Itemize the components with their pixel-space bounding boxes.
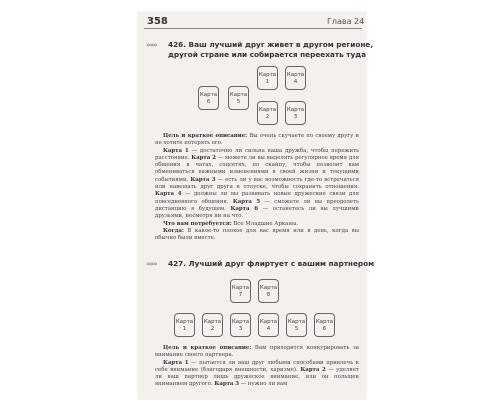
spread-card [228, 86, 249, 110]
spread-card [286, 313, 307, 337]
card-ref: Карта 1 [163, 147, 189, 154]
card-label: Карта 5 [229, 92, 248, 105]
need-paragraph [155, 221, 359, 228]
card-ref: Карта 3 [190, 176, 216, 183]
section-427-body [155, 345, 359, 389]
when-paragraph [155, 228, 359, 243]
card-label: Карта 2 [203, 319, 222, 332]
card-desc: — можете ли вы выделять регулярное время для общения в чатах, соцсетях, по скайпу, чтобы позволит вам обмениваться важными изменениями в своей жизни и текущими событиями. [155, 154, 359, 183]
goal-label: Цель и краткое описание: [163, 133, 248, 139]
card-ref: Карта 2 [300, 366, 326, 373]
card-ref: Карта 5 [232, 198, 261, 205]
page-number: 358 [147, 16, 168, 27]
spread-card [257, 66, 278, 90]
header-rule [144, 28, 362, 29]
card-desc: — нужно ли вам [239, 381, 288, 388]
goal-text: Вам приходится конкурировать за внимание своего партнера. [155, 345, 359, 359]
spread-card [285, 66, 306, 90]
need-label: Что вам потребуется: [163, 220, 232, 227]
card-label: Карта 1 [175, 319, 194, 332]
card-label: Карта 2 [258, 107, 277, 120]
need-text: Все Младшие Арканы. [231, 220, 298, 227]
goal-paragraph [155, 133, 359, 148]
card-desc: — достаточно ли сильна ваша дружба, чтобы пережить расстояние. [155, 147, 359, 161]
card-desc: — есть ли у вас возможность где-то встречаться или навещать друг друга в отпуске, чтобы сохранить отношения. [155, 176, 359, 191]
card-label: Карта 3 [231, 319, 250, 332]
card-label: Карта 3 [286, 107, 305, 120]
card-desc: — пытается ли ваш друг любыми способами привлечь к себе внимание (благодаря внешности, харизме). [155, 359, 359, 373]
spread-card [258, 279, 279, 303]
section-426-title-line1: 426. Ваш лучший друг живет в другом регионе, [168, 40, 374, 49]
card-label: Карта 4 [286, 72, 305, 85]
card-ref: Карта 2 [191, 154, 216, 161]
goal-label: Цель и краткое описание: [163, 345, 252, 351]
double-chevron-icon: »»» [146, 41, 157, 49]
chapter-title: Глава 24 [327, 17, 365, 26]
double-chevron-icon: »»» [146, 260, 157, 268]
cards-paragraph [155, 148, 359, 221]
cards-paragraph [155, 360, 359, 389]
section-426-body [155, 133, 359, 242]
card-ref: Карта 1 [163, 359, 189, 366]
spread-card [257, 101, 278, 125]
card-label: Карта 6 [315, 319, 334, 332]
card-desc: — уделяет ли ваш партнер лишь дружеское внимание, или он польщен вниманием другого. [155, 366, 359, 388]
card-label: Карта 1 [258, 72, 277, 85]
card-desc: — останетесь ли вы лучшими друзьями, несмотря ни на что. [155, 205, 359, 220]
goal-paragraph [155, 345, 359, 360]
spread-card [198, 86, 219, 110]
when-text: В какое-то плохое для вас время или в день, когда вы обычно были вместе. [155, 227, 359, 242]
card-label: Карта 5 [287, 319, 306, 332]
goal-text: Вы очень скучаете по своему другу и не хотите потерять его. [155, 133, 359, 147]
card-label: Карта 7 [231, 285, 250, 298]
spread-card [174, 313, 195, 337]
card-ref: Карта 6 [230, 205, 259, 212]
spread-card [202, 313, 223, 337]
spread-card [230, 279, 251, 303]
card-ref: Карта 3 [214, 381, 240, 388]
spread-card [230, 313, 251, 337]
when-label: Когда: [163, 227, 184, 234]
card-label: Карта 8 [259, 285, 278, 298]
card-label: Карта 6 [199, 92, 218, 105]
section-427-title [146, 259, 374, 269]
spread-card [285, 101, 306, 125]
section-426-title-line2: другой стране или собирается переехать туда [168, 50, 367, 59]
card-label: Карта 4 [259, 319, 278, 332]
spread-card [314, 313, 335, 337]
card-ref: Карта 4 [155, 191, 182, 198]
card-desc: — должны ли вы развивать новые дружеские связи для повседневного общения. [155, 191, 359, 205]
spread-card [258, 313, 279, 337]
section-427-title-text: 427. Лучший друг флиртует с вашим партнером [168, 259, 375, 268]
section-426-title [146, 40, 373, 59]
card-desc: — сможете ли вы преодолеть дистанцию в будущем. [155, 198, 359, 212]
